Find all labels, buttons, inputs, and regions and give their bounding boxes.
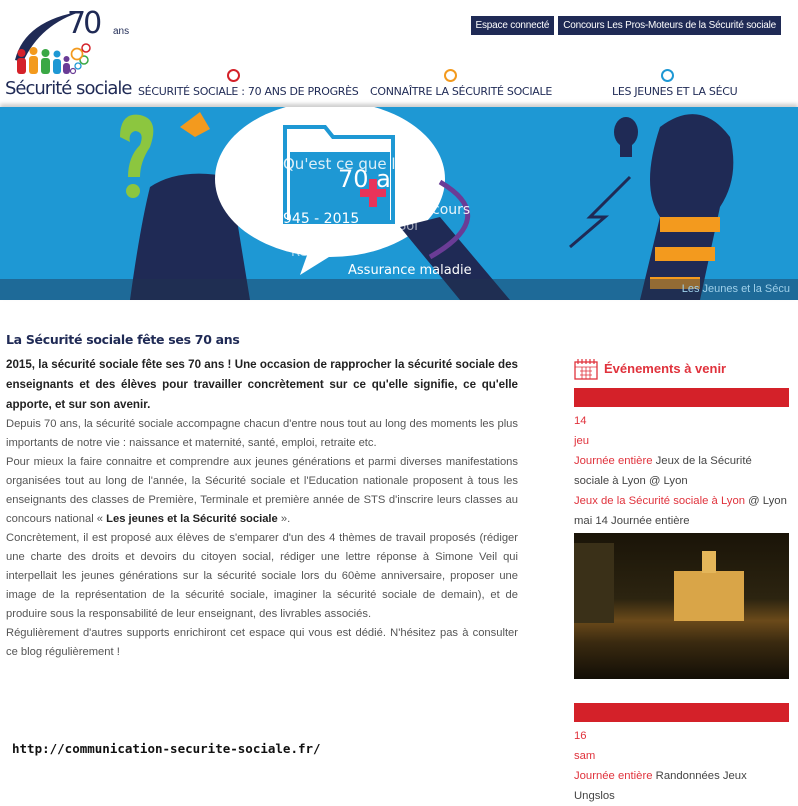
building-shape (674, 571, 744, 621)
logo-badge-unit: ans (113, 26, 130, 37)
event-location: @ Lyon (748, 495, 787, 507)
event-time: Journée entière (574, 770, 653, 782)
banner-text: Qu'est ce que la S (283, 155, 420, 173)
nav-ring-icon (661, 69, 674, 82)
hero-banner[interactable] (0, 107, 798, 300)
text: Pour mieux la faire connaitre et comprendre aux jeunes générations et parmi diverses manifestations organisées tout au long de l'année, la Sécurité sociale et l'Education nationale proposent à tous les enseignants des classes de Première, Terminale et première année de STS d'inscrire leurs classes au concours national « (6, 456, 518, 525)
concours-button[interactable]: Concours Les Pros-Moteurs de la Sécurité sociale (558, 16, 781, 35)
banner-text: 70 a (338, 165, 391, 193)
event-weekday: jeu (574, 435, 590, 447)
events-widget (574, 358, 789, 806)
calendar-icon (574, 358, 598, 380)
event-weekday: sam (574, 750, 596, 762)
nav-item-70-ans[interactable]: SÉCURITÉ SOCIALE : 70 ANS DE PROGRÈS (138, 85, 359, 98)
top-buttons (471, 16, 781, 35)
banner-text: Retr (291, 245, 318, 260)
banner-caption: Les Jeunes et la Sécu (681, 283, 790, 295)
events-title: Événements à venir (604, 361, 727, 376)
nav-ring-icon (227, 69, 240, 82)
event-date-bar (574, 703, 789, 722)
banner-text: Assurance maladie (348, 263, 472, 278)
article-paragraph: Concrètement, il est proposé aux élèves de s'emparer d'un des 4 thèmes de travail proposés (rédiger une charte des droits et devoirs du citoyen social, rédiger une lettre réponse à Simone Veil qui interpellait les jeunes générations sur la sécurité sociale lors du 60ème anniversaire, proposer une image de la représentation de la sécurité sociale, imaginer la sécurité sociale de demain), et de produire sous la responsabilité de leur enseignant, des livrables associés. (6, 532, 518, 620)
event-day: 16 (574, 730, 587, 742)
event-name: Jeux de la Sécurité sociale à Lyon (574, 455, 752, 487)
article-lead: 2015, la sécurité sociale fête ses 70 ans ! Une occasion de rapprocher la sécurité sociale des enseignants et des élèves pour travailler concrètement sur ce qu'elle signifie, ce qu'elle apporte, et sur son avenir. (6, 358, 518, 411)
nav-item-jeunes[interactable]: LES JEUNES ET LA SÉCU (612, 85, 738, 98)
article-paragraph: Depuis 70 ans, la sécurité sociale accompagne chacun d'entre nous tout au long des moments les plus importants de notre vie : naissance et maternité, santé, emploi, retraite etc. (6, 418, 518, 449)
building-shape (574, 543, 614, 623)
banner-text: 945 - 2015 (283, 211, 360, 227)
logo-text: Sécurité sociale (5, 78, 132, 99)
nav-ring-icon (444, 69, 457, 82)
text: ». (277, 513, 291, 525)
article-paragraph: Régulièrement d'autres supports enrichiront cet espace qui vous est dédié. N'hésitez pas à consulter ce blog régulièrement ! (6, 627, 518, 658)
article-paragraph (6, 453, 518, 529)
event-item[interactable] (574, 766, 789, 806)
espace-connecte-button[interactable]: Espace connecté (471, 16, 555, 35)
article-title: La Sécurité sociale fête ses 70 ans (6, 332, 240, 347)
event-photo[interactable] (574, 533, 789, 679)
banner-text: cours (432, 202, 471, 218)
banner-caption-bar (0, 279, 798, 300)
event-location: @ Lyon (648, 475, 688, 487)
article (6, 330, 518, 662)
event-day: 14 (574, 415, 587, 427)
footer-url: http://communication-securite-sociale.fr/ (12, 741, 321, 756)
event-name: Randonnées Jeux Ungslos (574, 770, 747, 802)
events-header (574, 358, 789, 380)
tower-shape (702, 551, 716, 573)
nav-item-connaitre[interactable]: CONNAÎTRE LA SÉCURITÉ SOCIALE (370, 85, 552, 98)
banner-text: Sol (398, 219, 418, 234)
contest-name: Les jeunes et la Sécurité sociale (106, 513, 278, 525)
event-detail: mai 14 Journée entière (574, 515, 690, 527)
event-item[interactable] (574, 451, 789, 491)
event-time: Journée entière (574, 455, 653, 467)
event-date-bar (574, 388, 789, 407)
logo-badge-number: 70 (67, 6, 100, 41)
event-link[interactable]: Jeux de la Sécurité sociale à Lyon (574, 495, 746, 507)
logo[interactable] (5, 8, 145, 103)
